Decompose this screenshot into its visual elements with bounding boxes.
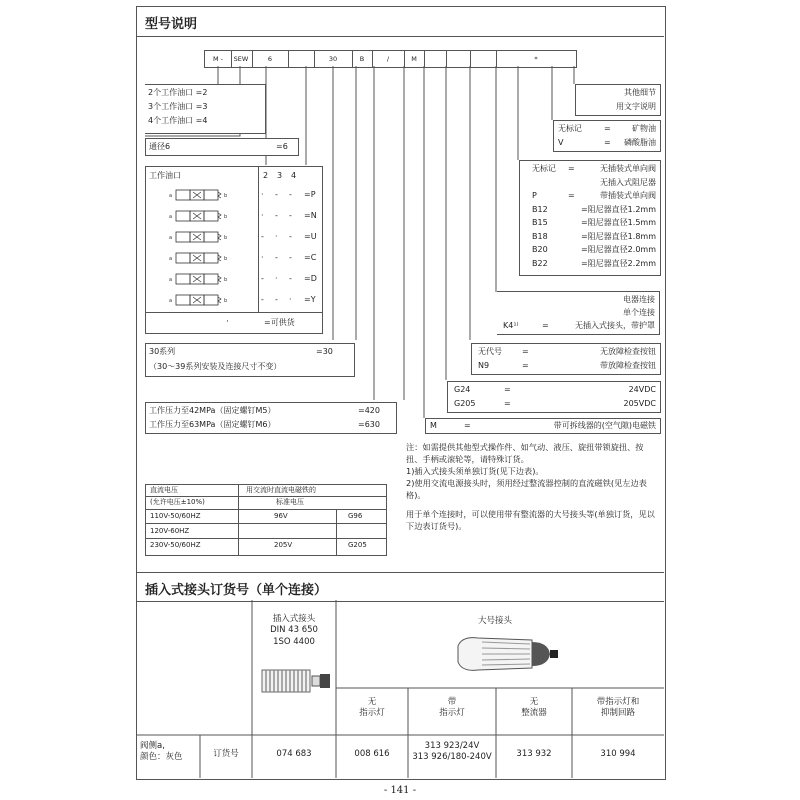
- spec-val: =阻尼器直径1.8mm: [580, 231, 656, 241]
- code-segment: 6: [252, 50, 289, 68]
- spec-val: 磷酸脂油: [624, 138, 656, 147]
- order-sub-header: [496, 697, 572, 720]
- order-sub-header: [572, 697, 664, 720]
- vt-cell-b: 96V: [274, 512, 288, 520]
- port-option-3: 3个工作油口 =3: [148, 102, 208, 111]
- spec-eq: =: [568, 164, 575, 173]
- available-dot: ·: [226, 317, 229, 327]
- page-number: - 141 -: [383, 785, 417, 796]
- port-mark: -: [261, 232, 264, 241]
- svg-text:b: b: [224, 214, 228, 220]
- note-1: 1)插入式接头须单独订货(见下边表)。: [406, 465, 544, 476]
- port-mark: ·: [275, 232, 278, 241]
- port-mark: -: [261, 295, 264, 304]
- pressure-630-value: =630: [358, 420, 380, 429]
- note-2: 2)使用交流电源接头时，须用经过整流器控制的直流磁铁(见左边表格)。: [406, 477, 647, 500]
- plug-title-3: 1SO 4400: [273, 636, 315, 647]
- svg-text:b: b: [224, 193, 228, 199]
- spec-val: =阻尼器直径1.2mm: [580, 204, 656, 214]
- svg-text:b: b: [224, 277, 228, 283]
- spec-eq: =: [522, 347, 529, 356]
- port-mark: -: [275, 295, 278, 304]
- elec-conn-single: 单个连接: [623, 308, 655, 317]
- spec-eq: =: [504, 385, 511, 394]
- order-sub-header: [336, 697, 408, 720]
- port-option-2: 2个工作油口 =2: [148, 88, 208, 97]
- spec-key: G24: [454, 385, 471, 394]
- row-label: [140, 741, 198, 764]
- spec-key: 无代号: [478, 347, 502, 356]
- big-plug-image: [452, 632, 562, 676]
- svg-text:a: a: [169, 277, 173, 283]
- order-313926: 313 926/180-240V: [412, 752, 492, 763]
- svg-text:b: b: [224, 256, 228, 262]
- spec-val: 无插装式单向阀: [600, 164, 656, 173]
- spool-code: =Y: [304, 295, 316, 304]
- spool-code: =D: [304, 274, 317, 283]
- order-sub-header-line: 无: [529, 697, 539, 707]
- svg-text:b: b: [224, 298, 228, 304]
- code-segment: B: [352, 50, 373, 68]
- pressure-630-label: 工作压力至63MPa（固定螺钉M6）: [149, 420, 276, 429]
- order-sub-header-line: 指示灯: [439, 708, 465, 719]
- magnet-eq: =: [464, 421, 471, 430]
- spec-val: 无放障检查按钮: [600, 347, 656, 356]
- order-sub-header-line: 带指示灯和: [596, 697, 640, 707]
- pressure-420-label: 工作压力至42MPa（固定螺钉M5）: [149, 406, 276, 415]
- note-0: 注：如需提供其他型式操作件、如气动、液压、旋扭带锁旋扭、按扭、手柄或滚轮等，请特殊订货。: [406, 442, 644, 464]
- port-option-4: 4个工作油口 =4: [148, 116, 208, 125]
- code-segment: *: [496, 50, 577, 68]
- svg-text:a: a: [169, 193, 173, 199]
- order-313923-24v: 313 923/24V: [424, 741, 480, 751]
- port-mark: -: [261, 274, 264, 283]
- spec-val: 矿物油: [632, 124, 656, 133]
- plug-title: [252, 614, 336, 648]
- spec-key: B20: [532, 245, 548, 254]
- svg-text:a: a: [169, 214, 173, 220]
- port-mark: ·: [275, 274, 278, 283]
- order-310994: 310 994: [600, 749, 636, 759]
- order-sub-header-line: 整流器: [521, 708, 547, 719]
- spec-key: B22: [532, 258, 548, 268]
- spec-key: P: [532, 191, 537, 200]
- order-sub-header-line: 指示灯: [359, 708, 385, 719]
- spec-val: 带插装式单向阀: [600, 191, 656, 200]
- port-mark: -: [289, 274, 292, 283]
- code-segment: M -: [204, 50, 232, 68]
- vt-cell-c: G205: [348, 541, 367, 549]
- port-mark: -: [275, 211, 278, 220]
- port-mark: ·: [289, 295, 292, 304]
- spool-code: =N: [304, 211, 317, 220]
- port-mark: -: [275, 253, 278, 262]
- spec-key: V: [558, 138, 564, 147]
- vt-cell-a: 110V-50/60HZ: [150, 512, 201, 520]
- order-label: 订货号: [213, 749, 239, 759]
- series-label: 30系列: [149, 347, 176, 356]
- other-details-1: 其他细节: [624, 88, 656, 97]
- k4-val: 无插入式接头，带护罩: [575, 321, 655, 330]
- spec-val: 带放障检查按钮: [600, 361, 656, 370]
- spec-val: =阻尼器直径2.0mm: [580, 245, 656, 254]
- other-details-2: 用文字说明: [616, 102, 656, 111]
- pressure-420-value: =420: [358, 406, 380, 415]
- spool-code: =P: [304, 190, 316, 199]
- ports-table-title: 工作油口: [149, 171, 181, 180]
- col-3: 3: [277, 171, 283, 180]
- spec-val: =阻尼器直径1.5mm: [580, 218, 656, 227]
- section-title-order: 插入式接头订货号（单个连接）: [145, 583, 328, 598]
- spec-eq: =: [604, 138, 611, 147]
- series-note: （30～39系列安装及连接尺寸不变）: [149, 362, 282, 371]
- vt-cell-c: G96: [348, 512, 363, 520]
- order-sub-header: [408, 697, 496, 720]
- spec-key: B12: [532, 204, 548, 214]
- spec-key: B15: [532, 218, 548, 227]
- spec-key: 无标记: [558, 124, 582, 133]
- spool-code: =U: [304, 232, 317, 241]
- spec-val: 24VDC: [628, 385, 656, 394]
- code-segment: SEW: [230, 50, 253, 68]
- section-title: 型号说明: [145, 17, 198, 32]
- order-074683: 074 683: [276, 749, 312, 759]
- spec-val: 无插入式阻尼器: [600, 177, 656, 187]
- spec-key: G205: [454, 399, 476, 408]
- note-3: 用于单个连接时，可以使用带有整流器的大号接头等(单独订货，见以下边表订货号)。: [406, 509, 655, 532]
- port-mark: ·: [261, 253, 264, 262]
- order-313932: 313 932: [516, 749, 552, 759]
- vt-cell-b: 205V: [274, 541, 293, 549]
- vt-h1b: (允许电压±10%): [150, 498, 205, 506]
- spool-code: =C: [304, 253, 317, 262]
- plug-connector-image: [260, 666, 332, 696]
- spec-key: N9: [478, 361, 490, 370]
- port-mark: -: [275, 190, 278, 199]
- vt-h1: 直流电压: [150, 486, 178, 494]
- magnet-val: 带可拆线器的(空气隙)电磁铁: [553, 421, 656, 430]
- port-mark: -: [289, 253, 292, 262]
- svg-text:a: a: [169, 298, 173, 304]
- order-sub-header-line: 抑制回路: [600, 708, 635, 719]
- port-mark: -: [289, 211, 292, 220]
- port-mark: -: [289, 190, 292, 199]
- k4-eq: =: [542, 321, 549, 330]
- svg-text:a: a: [169, 235, 173, 241]
- vt-h2: 用交流时直流电磁铁的: [246, 486, 316, 494]
- spec-val: 205VDC: [623, 399, 656, 408]
- col-2: 2: [263, 171, 269, 180]
- order-313923: [408, 741, 496, 764]
- spec-key: 无标记: [532, 164, 556, 173]
- spec-eq: =: [504, 399, 511, 408]
- code-segment: M: [404, 50, 425, 68]
- spec-eq: =: [568, 191, 575, 200]
- order-sub-header-line: 无: [367, 697, 377, 707]
- svg-text:b: b: [224, 235, 228, 241]
- order-008616: 008 616: [354, 749, 390, 759]
- size-label: 通径6: [149, 142, 171, 151]
- plug-title-1: 插入式接头: [272, 614, 316, 624]
- magnet-key: M: [430, 421, 437, 430]
- port-mark: ·: [261, 211, 264, 220]
- spec-eq: =: [604, 124, 611, 133]
- big-plug-title: 大号接头: [477, 616, 512, 626]
- k4-key: K4¹⁾: [503, 321, 519, 330]
- elec-conn-title: 电器连接: [623, 295, 655, 304]
- spec-val: =阻尼器直径2.2mm: [580, 258, 656, 268]
- port-mark: ·: [261, 190, 264, 199]
- row-label-1: 阀侧a,: [140, 741, 165, 751]
- plug-title-2: DIN 43 650: [270, 625, 318, 636]
- code-segment: 30: [314, 50, 353, 68]
- vt-cell-a: 120V-60HZ: [150, 526, 190, 535]
- available-text: =可供货: [264, 318, 295, 327]
- series-value: =30: [316, 347, 333, 356]
- spec-key: B18: [532, 231, 548, 241]
- size-value: =6: [276, 142, 288, 151]
- vt-cell-a: 230V-50/60HZ: [150, 541, 201, 549]
- vt-h2b: 标准电压: [276, 498, 304, 506]
- spec-eq: =: [522, 361, 529, 370]
- order-sub-header-line: 带: [447, 697, 457, 707]
- col-4: 4: [291, 171, 297, 180]
- svg-text:a: a: [169, 256, 173, 262]
- port-mark: -: [289, 232, 292, 241]
- code-segment: /: [372, 50, 405, 68]
- row-label-2: 颜色：灰色: [140, 752, 183, 763]
